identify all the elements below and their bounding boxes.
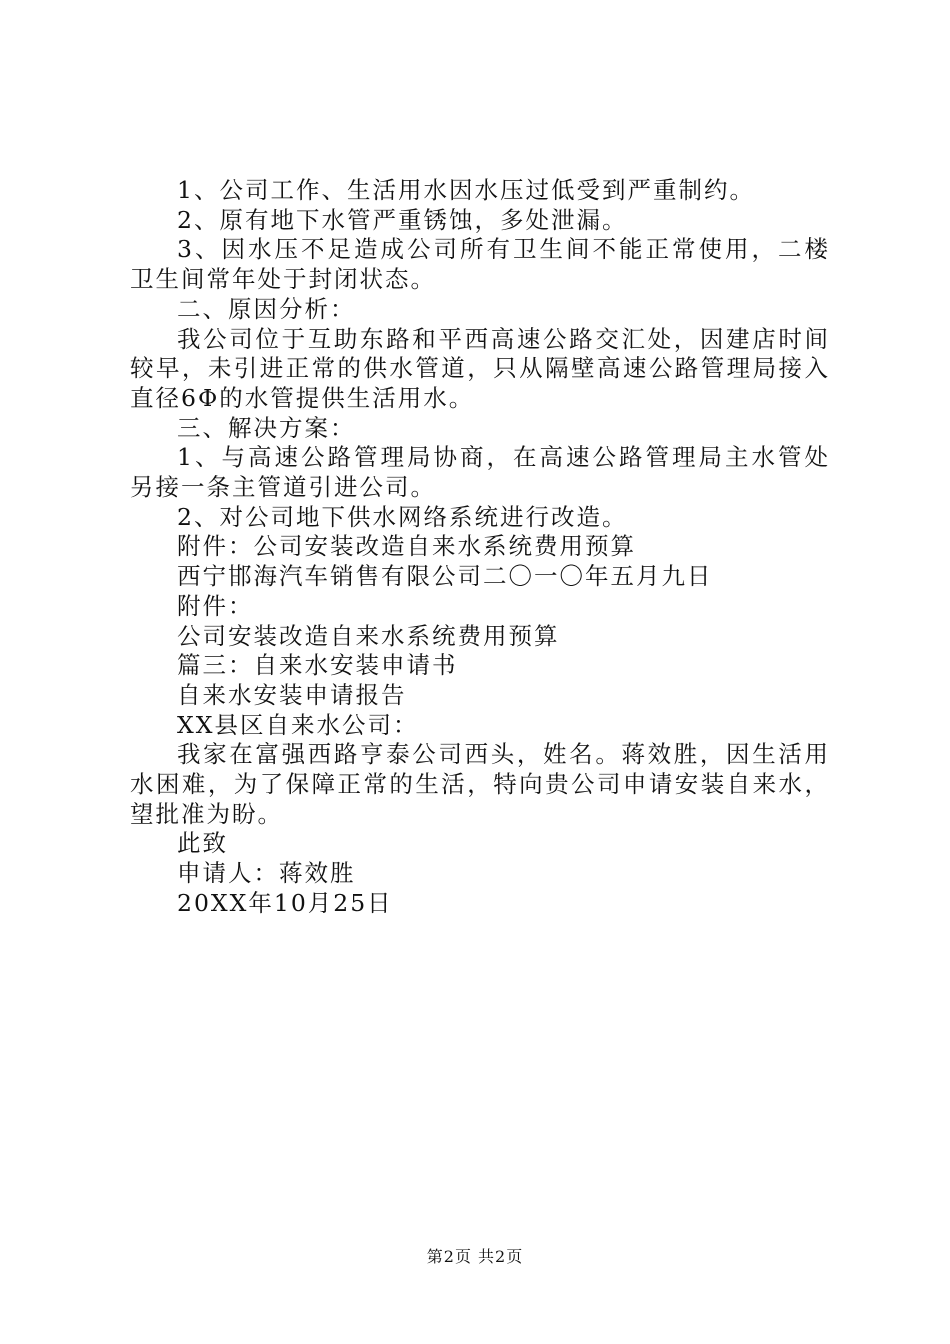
date-line: 20XX年10月25日 bbox=[177, 888, 393, 917]
paragraph-item-1: 1、公司工作、生活用水因水压过低受到严重制约。 bbox=[177, 176, 755, 204]
recipient-line: XX县区自来水公司： bbox=[177, 710, 419, 739]
paragraph-solution-1: 1、与高速公路管理局协商，在高速公路管理局主水管处另接一条主管道引进公司。 bbox=[130, 443, 830, 502]
section-heading-solution: 三、解决方案： bbox=[177, 413, 356, 442]
paragraph-cause-analysis: 我公司位于互助东路和平西高速公路交汇处，因建店时间较早，未引进正常的供水管道，只从隔壁高速公路管理局接入直径6Φ的水管提供生活用水。 bbox=[130, 324, 830, 412]
paragraph-item-2: 2、原有地下水管严重锈蚀，多处泄漏。 bbox=[177, 205, 628, 234]
section-heading-part-three: 篇三：自来水安装申请书 bbox=[177, 651, 458, 680]
paragraph-signature-date: 西宁邯海汽车销售有限公司二〇一〇年五月九日 bbox=[177, 562, 713, 591]
applicant-line: 申请人：蒋效胜 bbox=[177, 859, 356, 888]
paragraph-attachment-label: 附件： bbox=[177, 591, 254, 620]
paragraph-item-3: 3、因水压不足造成公司所有卫生间不能正常使用，二楼卫生间常年处于封闭状态。 bbox=[130, 235, 830, 294]
paragraph-request: 我家在富强西路亨泰公司西头，姓名。蒋效胜，因生活用水困难，为了保障正常的生活，特向贵公司申请安装自来水，望批准为盼。 bbox=[130, 740, 830, 828]
paragraph-attachment: 附件：公司安装改造自来水系统费用预算 bbox=[177, 532, 636, 561]
section-heading-cause: 二、原因分析： bbox=[177, 294, 356, 323]
report-title: 自来水安装申请报告 bbox=[177, 680, 407, 709]
paragraph-attachment-title: 公司安装改造自来水系统费用预算 bbox=[177, 621, 560, 650]
closing-line: 此致 bbox=[177, 829, 228, 858]
paragraph-solution-2: 2、对公司地下供水网络系统进行改造。 bbox=[177, 502, 628, 531]
document-body bbox=[130, 176, 830, 919]
page-footer: 第2页 共2页 bbox=[426, 1247, 524, 1266]
